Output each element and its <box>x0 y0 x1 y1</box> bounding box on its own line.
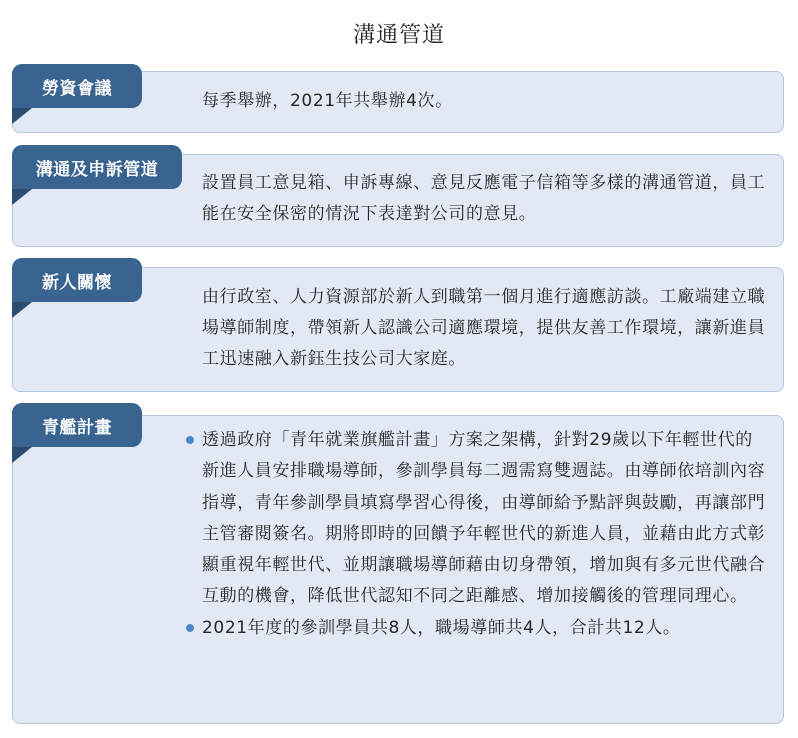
section-new-hire-care <box>12 258 784 392</box>
section-youth-flagship <box>12 403 784 724</box>
page-title: 溝通管道 <box>352 23 445 48</box>
section-tab <box>12 64 142 108</box>
section-tab <box>12 258 142 302</box>
bullet-text: 2021年度的參訓學員共8人，職場導師共4人，合計共12人。 <box>202 617 681 638</box>
section-label: 青艦計畫 <box>42 417 112 438</box>
section-text: 每季舉辦，2021年共舉辦4次。 <box>202 91 453 111</box>
section-tab <box>12 145 182 189</box>
bullet-dot-icon <box>186 624 194 632</box>
list-item <box>184 425 770 613</box>
bullet-list <box>184 425 770 644</box>
tab-fold-decoration <box>12 189 32 205</box>
section-tab <box>12 403 142 447</box>
section-grievance-channels <box>12 145 784 247</box>
tab-fold-decoration <box>12 108 32 124</box>
tab-fold-decoration <box>12 447 32 463</box>
bullet-text: 透過政府「青年就業旗艦計畫」方案之架構，針對29歲以下年輕世代的新進人員安排職場導師，參訓學員每二週需寫雙週誌。由導師依培訓內容指導，青年參訓學員填寫學習心得後，由導師給予點評與鼓勵，再讓部門主管審閱簽名。期將即時的回饋予年輕世代的新進人員，並藉由此方式彰顯重視年輕世代、並期讓職場導師藉由切身帶領，增加與有多元世代融合互動的機會，降低世代認知不同之距離感、增加接觸後的管理同理心。 <box>202 430 766 607</box>
section-label: 新人關懷 <box>42 272 112 293</box>
section-labor-meeting <box>12 64 784 133</box>
section-label: 溝通及申訴管道 <box>35 159 159 180</box>
bullet-dot-icon <box>186 436 194 444</box>
section-text: 設置員工意見箱、申訴專線、意見反應電子信箱等多樣的溝通管道，員工能在安全保密的情況下表達對公司的意見。 <box>202 173 766 224</box>
list-item <box>184 613 770 644</box>
tab-fold-decoration <box>12 302 32 318</box>
section-text: 由行政室、人力資源部於新人到職第一個月進行適應訪談。工廠端建立職場導師制度，帶領新人認識公司適應環境，提供友善工作環境，讓新進員工迅速融入新鈺生技公司大家庭。 <box>202 287 766 369</box>
section-label: 勞資會議 <box>42 78 112 99</box>
